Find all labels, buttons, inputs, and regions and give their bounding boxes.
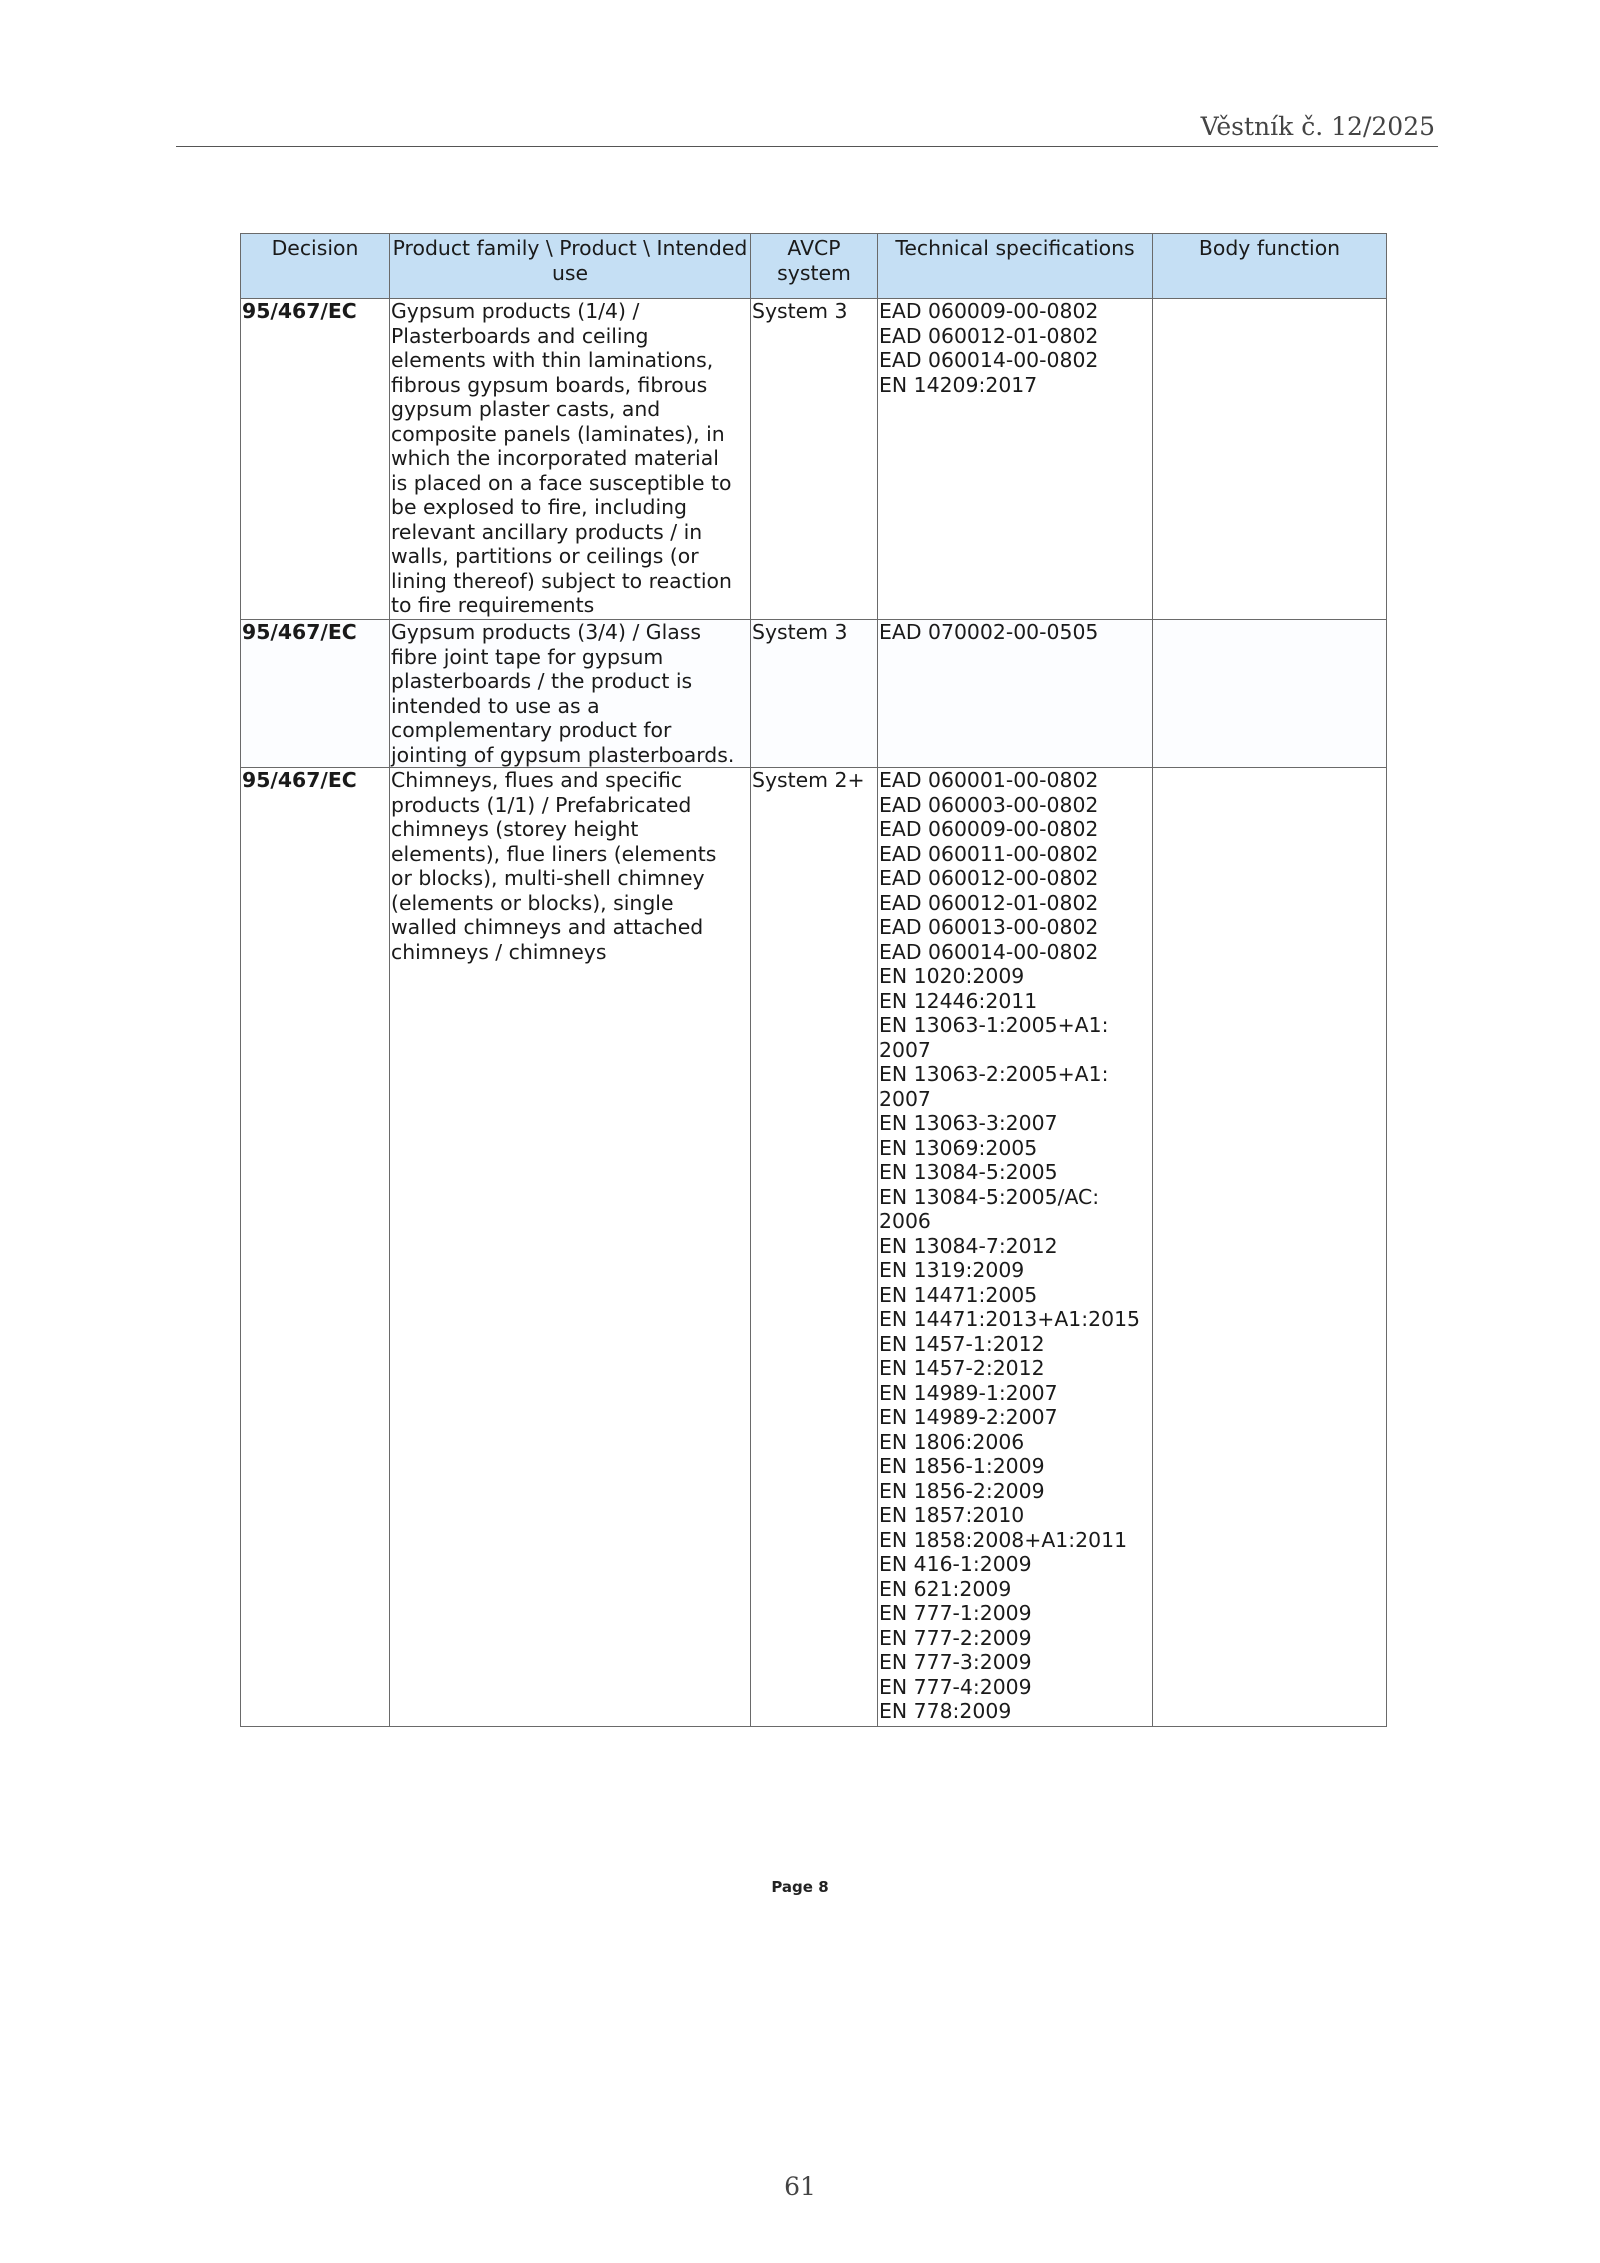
- table-header-row: [241, 234, 1387, 299]
- body-function-cell: [1153, 299, 1387, 620]
- cell-line: EAD 060001-00-0802: [879, 768, 1099, 792]
- avcp-cell: System 3: [751, 620, 878, 768]
- column-header-body: Body function: [1153, 234, 1387, 299]
- cell-line: EN 14471:2013+A1:2015: [879, 1307, 1141, 1331]
- cell-line: fibrous gypsum boards, fibrous: [391, 372, 708, 397]
- cell-line: EN 14989-1:2007: [879, 1380, 1058, 1405]
- body-function-cell: [1153, 620, 1387, 768]
- product-cell: [390, 768, 751, 1727]
- cell-line: Gypsum products (1/4) /: [391, 299, 640, 323]
- cell-line: composite panels (laminates), in: [391, 421, 725, 446]
- cell-line: intended to use as a: [391, 693, 600, 718]
- cell-line: EN 1806:2006: [879, 1429, 1025, 1454]
- cell-line: EAD 060009-00-0802: [879, 817, 1099, 841]
- journal-header-title: Věstník č. 12/2025: [1200, 112, 1435, 141]
- cell-line: EN 12446:2011: [879, 988, 1038, 1013]
- specs-cell: [878, 299, 1153, 620]
- cell-line: walled chimneys and attached: [391, 915, 704, 939]
- cell-line: 2007: [879, 1037, 931, 1062]
- cell-line: products (1/1) / Prefabricated: [391, 792, 692, 817]
- cell-line: be explosed to fire, including: [391, 495, 688, 519]
- cell-line: EAD 060012-01-0802: [879, 890, 1099, 915]
- cell-line: EN 1857:2010: [879, 1503, 1025, 1527]
- column-header-avcp: AVCP system: [751, 234, 878, 299]
- product-cell: [390, 620, 751, 768]
- specifications-table: [240, 233, 1387, 1727]
- cell-line: complementary product for: [391, 718, 672, 742]
- cell-line: EAD 070002-00-0505: [879, 620, 1099, 644]
- cell-line: Gypsum products (3/4) / Glass: [391, 620, 702, 644]
- cell-line: EN 13063-1:2005+A1:: [879, 1013, 1109, 1037]
- specs-cell: [878, 768, 1153, 1727]
- cell-line: chimneys / chimneys: [391, 939, 607, 964]
- cell-line: EN 777-3:2009: [879, 1650, 1032, 1674]
- cell-line: EN 621:2009: [879, 1576, 1012, 1601]
- cell-line: EN 13084-7:2012: [879, 1233, 1058, 1258]
- cell-line: EAD 060014-00-0802: [879, 939, 1099, 964]
- cell-line: relevant ancillary products / in: [391, 519, 703, 544]
- page-number: 61: [784, 2172, 816, 2201]
- cell-line: EN 416-1:2009: [879, 1552, 1032, 1576]
- cell-line: EN 777-2:2009: [879, 1625, 1032, 1650]
- column-header-decision: Decision: [241, 234, 390, 299]
- cell-line: 2006: [879, 1209, 931, 1233]
- cell-line: Plasterboards and ceiling: [391, 323, 649, 348]
- column-header-specs: Technical specifications: [878, 234, 1153, 299]
- column-header-product: Product family \ Product \ Intended use: [390, 234, 751, 299]
- cell-line: EN 1020:2009: [879, 964, 1025, 988]
- specs-cell: [878, 620, 1153, 768]
- cell-line: EAD 060013-00-0802: [879, 915, 1099, 939]
- cell-line: to fire requirements: [391, 593, 595, 617]
- cell-line: Chimneys, flues and specific: [391, 768, 683, 792]
- table-row: [241, 768, 1387, 1727]
- page-label: Page 8: [771, 1878, 829, 1896]
- decision-cell: 95/467/EC: [241, 299, 390, 620]
- cell-line: EN 13084-5:2005: [879, 1160, 1058, 1184]
- cell-line: elements), flue liners (elements: [391, 841, 717, 866]
- cell-line: 2007: [879, 1086, 931, 1111]
- cell-line: EN 1856-1:2009: [879, 1454, 1045, 1478]
- cell-line: EN 13084-5:2005/AC:: [879, 1184, 1100, 1209]
- cell-line: EN 1856-2:2009: [879, 1478, 1045, 1503]
- cell-line: EAD 060011-00-0802: [879, 841, 1099, 866]
- cell-line: EN 14989-2:2007: [879, 1405, 1058, 1429]
- table-row: [241, 620, 1387, 768]
- cell-line: EN 1319:2009: [879, 1258, 1025, 1282]
- cell-line: or blocks), multi-shell chimney: [391, 866, 705, 890]
- cell-line: EN 13069:2005: [879, 1135, 1038, 1160]
- cell-line: plasterboards / the product is: [391, 669, 693, 693]
- decision-cell: 95/467/EC: [241, 620, 390, 768]
- cell-line: EN 14209:2017: [879, 372, 1038, 397]
- cell-line: (elements or blocks), single: [391, 890, 674, 915]
- cell-line: EN 777-4:2009: [879, 1674, 1032, 1699]
- cell-line: EAD 060012-01-0802: [879, 323, 1099, 348]
- cell-line: gypsum plaster casts, and: [391, 397, 661, 421]
- body-function-cell: [1153, 768, 1387, 1727]
- cell-line: elements with thin laminations,: [391, 348, 714, 372]
- avcp-cell: System 3: [751, 299, 878, 620]
- cell-line: EN 778:2009: [879, 1699, 1012, 1723]
- cell-line: EAD 060014-00-0802: [879, 348, 1099, 372]
- cell-line: jointing of gypsum plasterboards.: [391, 742, 735, 767]
- cell-line: EN 1457-2:2012: [879, 1356, 1045, 1380]
- cell-line: is placed on a face susceptible to: [391, 470, 732, 495]
- cell-line: EAD 060003-00-0802: [879, 792, 1099, 817]
- decision-cell: 95/467/EC: [241, 768, 390, 1727]
- cell-line: EN 13063-3:2007: [879, 1111, 1058, 1135]
- cell-line: chimneys (storey height: [391, 817, 639, 841]
- product-cell: [390, 299, 751, 620]
- avcp-cell: System 2+: [751, 768, 878, 1727]
- cell-line: EN 1858:2008+A1:2011: [879, 1527, 1128, 1552]
- table-row: [241, 299, 1387, 620]
- cell-line: fibre joint tape for gypsum: [391, 644, 664, 669]
- cell-line: EAD 060009-00-0802: [879, 299, 1099, 323]
- cell-line: EN 1457-1:2012: [879, 1331, 1045, 1356]
- cell-line: lining thereof) subject to reaction: [391, 568, 732, 593]
- cell-line: EN 13063-2:2005+A1:: [879, 1062, 1109, 1086]
- cell-line: walls, partitions or ceilings (or: [391, 544, 699, 568]
- cell-line: EN 777-1:2009: [879, 1601, 1032, 1625]
- cell-line: which the incorporated material: [391, 446, 719, 470]
- cell-line: EN 14471:2005: [879, 1282, 1038, 1307]
- cell-line: EAD 060012-00-0802: [879, 866, 1099, 890]
- header-rule: [176, 146, 1438, 147]
